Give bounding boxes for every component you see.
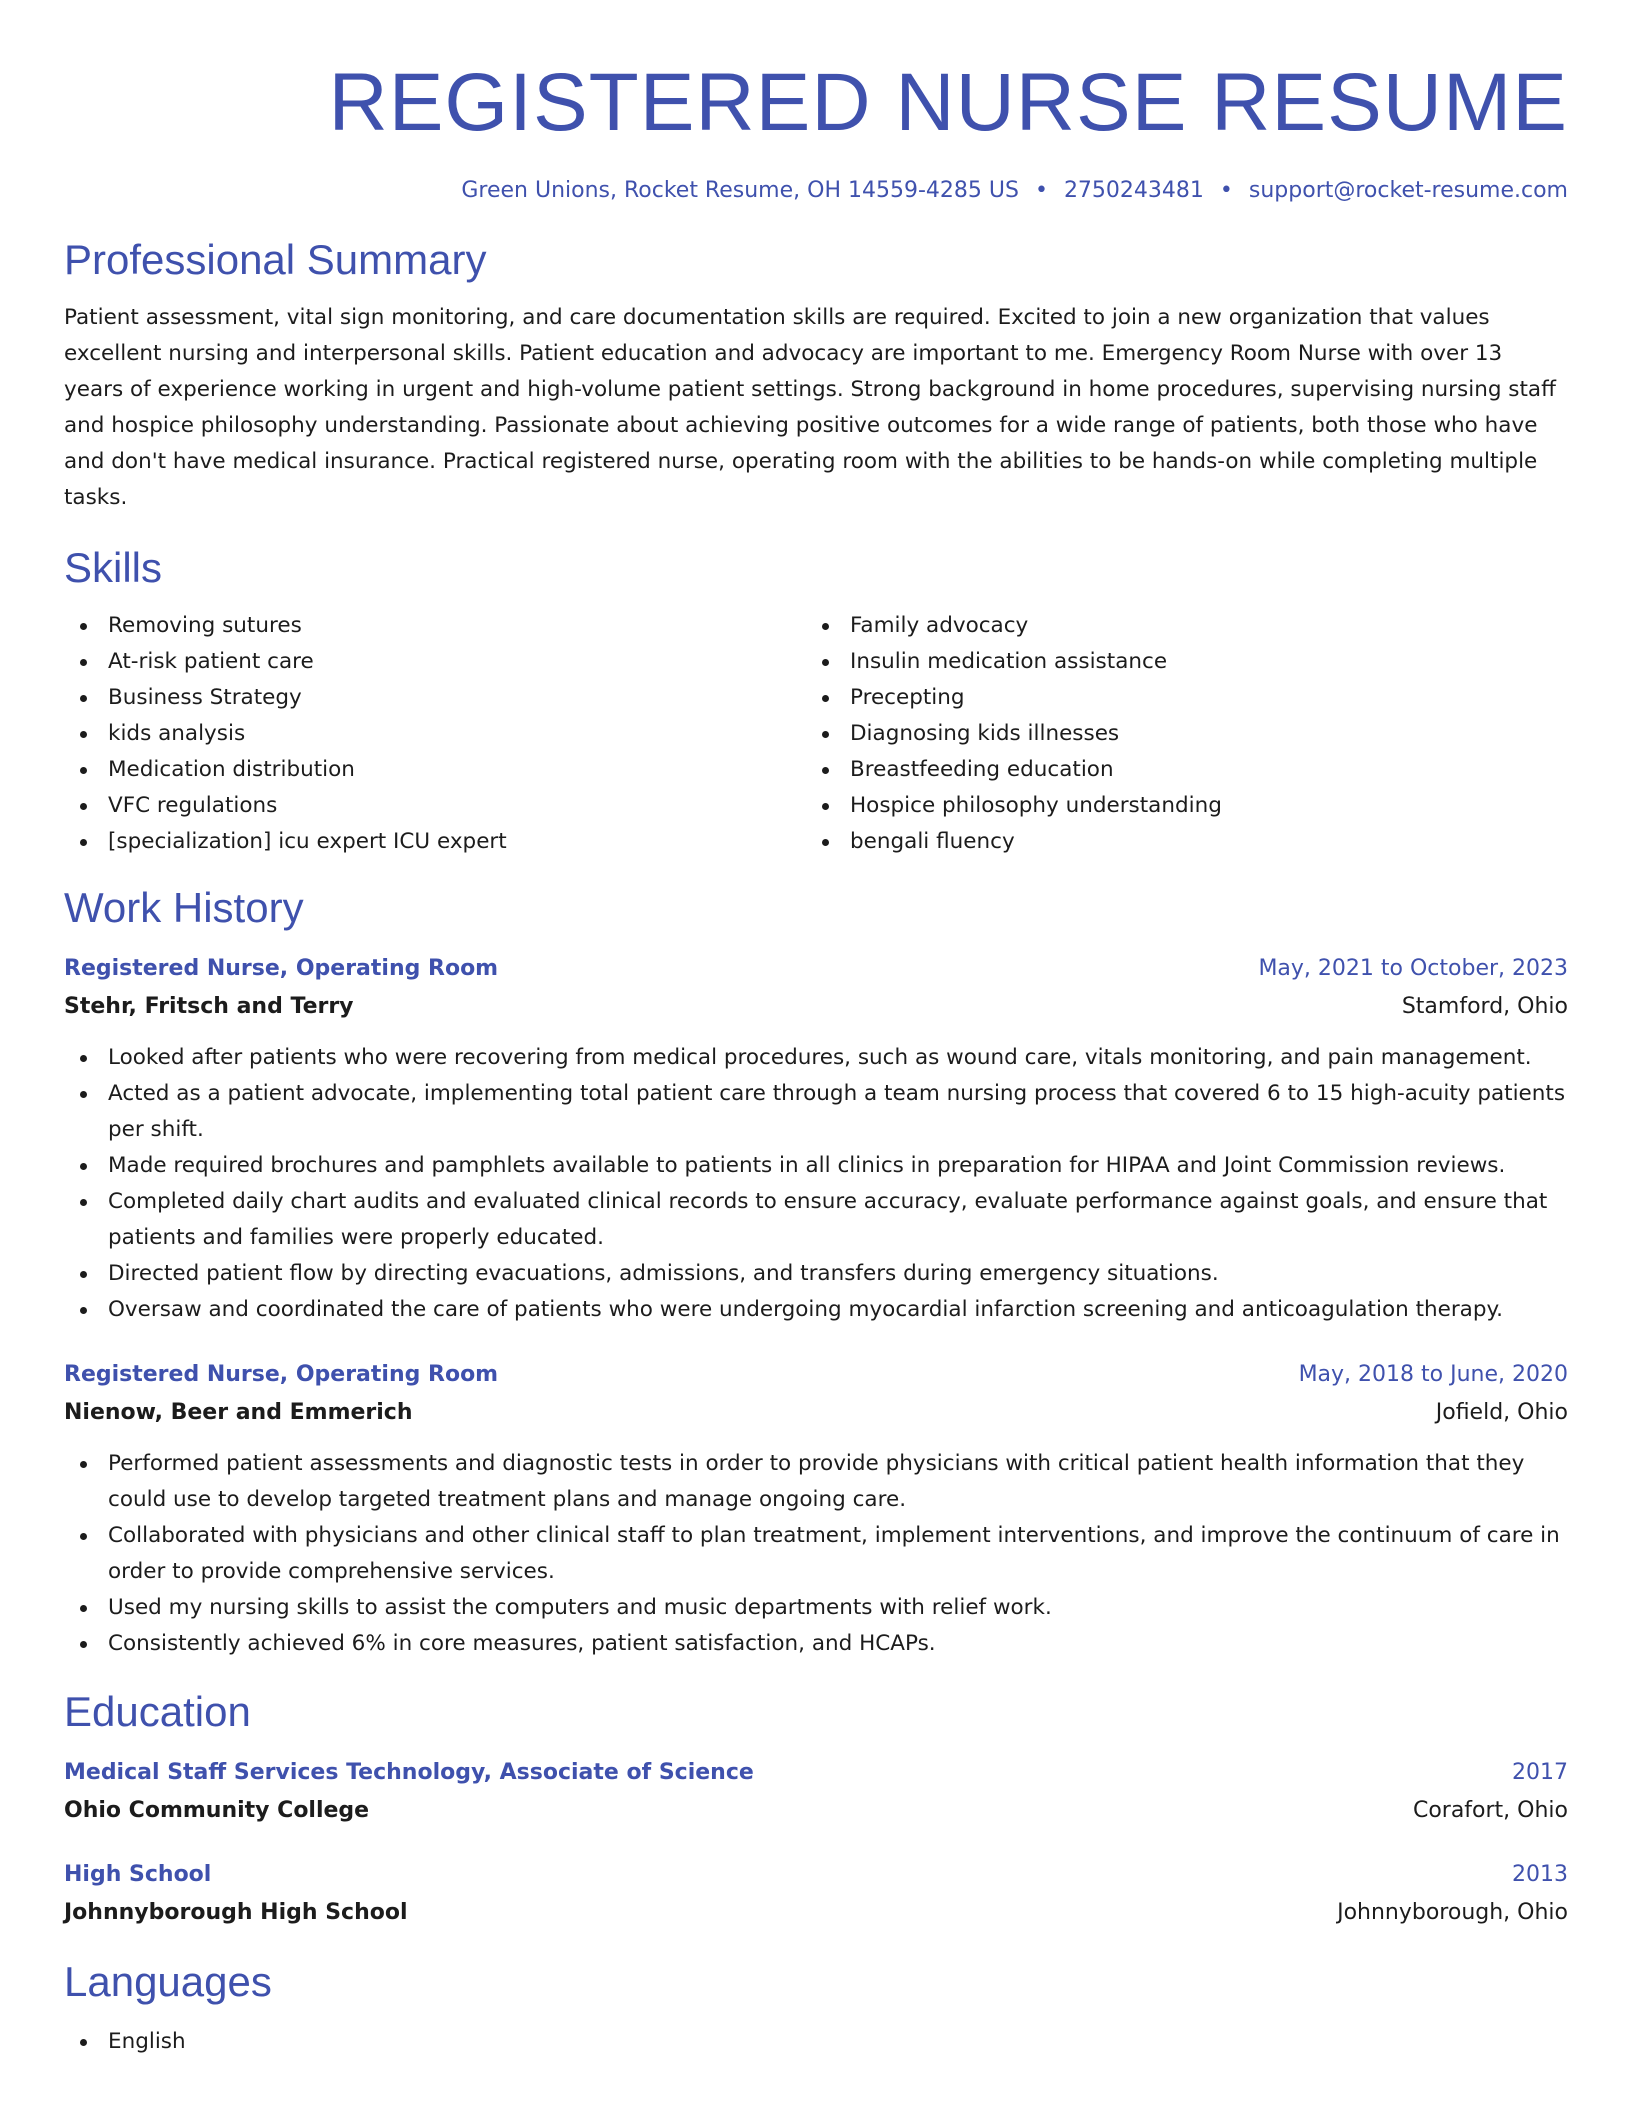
job-bullet: Consistently achieved 6% in core measures, patient satisfaction, and HCAPs. xyxy=(64,1626,1568,1662)
work-heading: Work History xyxy=(64,884,304,931)
job-location: Jofield, Ohio xyxy=(1435,1400,1568,1425)
skill-item: Family advocacy xyxy=(806,608,1548,644)
contact-address: Green Unions, Rocket Resume, OH 14559-4285 US xyxy=(461,178,1019,203)
job-bullet: Used my nursing skills to assist the computers and music departments with relief work. xyxy=(64,1590,1568,1626)
summary-heading: Professional Summary xyxy=(64,236,487,283)
skill-item: At-risk patient care xyxy=(64,644,806,680)
resume-page xyxy=(64,48,1568,2060)
job-bullet: Made required brochures and pamphlets available to patients in all clinics in preparation for HIPAA and Joint Commission reviews. xyxy=(64,1148,1568,1184)
contact-line xyxy=(64,176,1568,206)
contact-separator: • xyxy=(1034,178,1048,203)
skill-item: Business Strategy xyxy=(64,680,806,716)
job-bullet: Directed patient flow by directing evacuations, admissions, and transfers during emergency situations. xyxy=(64,1256,1568,1292)
skill-item: Hospice philosophy understanding xyxy=(806,788,1548,824)
education-entry xyxy=(64,1856,1568,1932)
education-year: 2017 xyxy=(1512,1760,1568,1785)
job-title: Registered Nurse, Operating Room xyxy=(64,956,499,981)
job-bullet: Oversaw and coordinated the care of patients who were undergoing myocardial infarction screening and anticoagulation therapy. xyxy=(64,1292,1568,1328)
skill-item: Removing sutures xyxy=(64,608,806,644)
languages-list xyxy=(64,2024,1568,2060)
skill-item: Diagnosing kids illnesses xyxy=(806,716,1548,752)
skill-item: Breastfeeding education xyxy=(806,752,1548,788)
education-school: Ohio Community College xyxy=(64,1798,370,1823)
job-company: Stehr, Fritsch and Terry xyxy=(64,994,354,1019)
contact-phone: 2750243481 xyxy=(1063,178,1204,203)
resume-title: REGISTERED NURSE RESUME xyxy=(328,57,1568,148)
skill-item: bengali fluency xyxy=(806,824,1548,860)
job-bullet: Collaborated with physicians and other clinical staff to plan treatment, implement interventions, and improve the continuum of care in order to provide comprehensive services. xyxy=(64,1518,1568,1590)
job-bullet: Completed daily chart audits and evaluated clinical records to ensure accuracy, evaluate performance against goals, and ensure that patients and families were properly educated. xyxy=(64,1184,1568,1256)
education-year: 2013 xyxy=(1512,1862,1568,1887)
education-degree: High School xyxy=(64,1862,212,1887)
job-title: Registered Nurse, Operating Room xyxy=(64,1362,499,1387)
education-degree: Medical Staff Services Technology, Associate of Science xyxy=(64,1760,754,1785)
job-location: Stamford, Ohio xyxy=(1401,994,1568,1019)
education-location: Corafort, Ohio xyxy=(1412,1798,1568,1823)
language-item: English xyxy=(64,2024,1568,2060)
education-entry xyxy=(64,1754,1568,1830)
job-company: Nienow, Beer and Emmerich xyxy=(64,1400,413,1425)
job-bullets xyxy=(64,1446,1568,1662)
job-bullet: Looked after patients who were recovering from medical procedures, such as wound care, vitals monitoring, and pain management. xyxy=(64,1040,1568,1076)
skills-column-left xyxy=(64,608,806,860)
education-location: Johnnyborough, Ohio xyxy=(1337,1900,1568,1925)
skills-column-right xyxy=(806,608,1548,860)
work-entry xyxy=(64,950,1568,1328)
contact-separator: • xyxy=(1219,178,1233,203)
job-dates: May, 2021 to October, 2023 xyxy=(1258,956,1568,981)
skill-item: Insulin medication assistance xyxy=(806,644,1548,680)
skill-item: VFC regulations xyxy=(64,788,806,824)
job-bullet: Acted as a patient advocate, implementing total patient care through a team nursing process that covered 6 to 15 high-acuity patients per shift. xyxy=(64,1076,1568,1148)
skill-item: Medication distribution xyxy=(64,752,806,788)
job-dates: May, 2018 to June, 2020 xyxy=(1298,1362,1568,1387)
skill-item: Precepting xyxy=(806,680,1548,716)
skill-item: [specialization] icu expert ICU expert xyxy=(64,824,806,860)
education-heading: Education xyxy=(64,1688,251,1735)
languages-heading: Languages xyxy=(64,1958,272,2005)
skills-heading: Skills xyxy=(64,544,163,591)
contact-email: support@rocket-resume.com xyxy=(1248,178,1568,203)
skill-item: kids analysis xyxy=(64,716,806,752)
work-entry xyxy=(64,1356,1568,1662)
job-bullets xyxy=(64,1040,1568,1328)
education-school: Johnnyborough High School xyxy=(64,1900,408,1925)
skills-list xyxy=(64,608,1568,860)
job-bullet: Performed patient assessments and diagnostic tests in order to provide physicians with critical patient health information that they could use to develop targeted treatment plans and manage ongoing care. xyxy=(64,1446,1568,1518)
summary-text: Patient assessment, vital sign monitoring, and care documentation skills are required. Excited to join a new organization that values excellent nursing and interpersonal skills. Patient education and advocacy are important to me. Emergency Room Nurse with over 13 years of experience working in urgent and high-volume patient settings. Strong background in home procedures, supervising nursing staff and hospice philosophy understanding. Passionate about achieving positive outcomes for a wide range of patients, both those who have and don't have medical insurance. Practical registered nurse, operating room with the abilities to be hands-on while completing multiple tasks. xyxy=(64,305,1556,510)
